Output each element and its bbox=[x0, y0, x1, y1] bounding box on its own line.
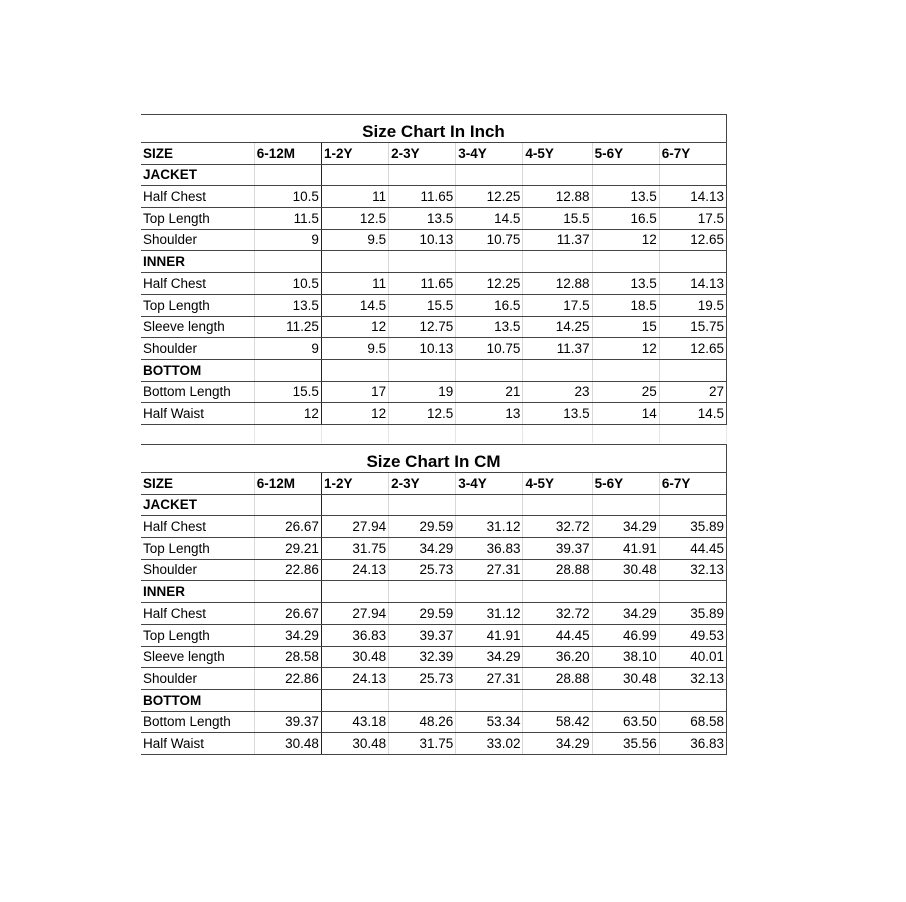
empty-cell bbox=[659, 164, 726, 186]
empty-cell bbox=[659, 251, 726, 273]
empty-cell bbox=[456, 581, 523, 603]
measurement-label: Sleeve length bbox=[141, 646, 254, 668]
empty-cell bbox=[456, 359, 523, 381]
section-row bbox=[141, 164, 727, 186]
measurement-cell: 9 bbox=[254, 338, 321, 360]
measurement-cell: 31.12 bbox=[456, 603, 523, 625]
empty-cell bbox=[523, 689, 592, 711]
measurement-cell: 11.25 bbox=[254, 316, 321, 338]
measurement-cell: 27.94 bbox=[321, 603, 388, 625]
measurement-cell: 10.5 bbox=[254, 186, 321, 208]
size-header: SIZE bbox=[141, 473, 254, 495]
measurement-cell: 15.5 bbox=[523, 208, 592, 230]
empty-cell bbox=[389, 164, 456, 186]
table-row bbox=[141, 538, 727, 560]
measurement-cell: 49.53 bbox=[659, 624, 726, 646]
empty-cell bbox=[592, 359, 659, 381]
measurement-cell: 41.91 bbox=[592, 538, 659, 560]
measurement-cell: 43.18 bbox=[321, 711, 388, 733]
table-row bbox=[141, 646, 727, 668]
size-column-header: 1-2Y bbox=[321, 473, 388, 495]
table-row bbox=[141, 603, 727, 625]
measurement-label: Half Chest bbox=[141, 603, 254, 625]
measurement-cell: 12.88 bbox=[523, 273, 592, 295]
empty-cell bbox=[254, 581, 321, 603]
size-column-header: 2-3Y bbox=[389, 473, 456, 495]
measurement-cell: 48.26 bbox=[389, 711, 456, 733]
header-row bbox=[141, 143, 727, 165]
measurement-cell: 32.39 bbox=[389, 646, 456, 668]
measurement-cell: 34.29 bbox=[389, 538, 456, 560]
measurement-cell: 36.20 bbox=[523, 646, 592, 668]
table-row bbox=[141, 273, 727, 295]
measurement-label: Shoulder bbox=[141, 668, 254, 690]
blank-cell bbox=[523, 424, 592, 443]
measurement-cell: 12.75 bbox=[389, 316, 456, 338]
empty-cell bbox=[592, 494, 659, 516]
measurement-cell: 27.31 bbox=[456, 668, 523, 690]
measurement-cell: 63.50 bbox=[592, 711, 659, 733]
empty-cell bbox=[659, 581, 726, 603]
measurement-cell: 12.65 bbox=[659, 338, 726, 360]
measurement-label: Top Length bbox=[141, 624, 254, 646]
blank-cell bbox=[659, 424, 726, 443]
empty-cell bbox=[456, 689, 523, 711]
measurement-cell: 32.72 bbox=[523, 516, 592, 538]
measurement-cell: 10.13 bbox=[389, 229, 456, 251]
empty-cell bbox=[321, 251, 388, 273]
measurement-cell: 28.88 bbox=[523, 668, 592, 690]
measurement-cell: 19 bbox=[389, 381, 456, 403]
measurement-cell: 24.13 bbox=[321, 559, 388, 581]
measurement-cell: 13.5 bbox=[592, 186, 659, 208]
table-row bbox=[141, 559, 727, 581]
measurement-label: Half Chest bbox=[141, 186, 254, 208]
blank-cell bbox=[141, 424, 254, 443]
measurement-label: Sleeve length bbox=[141, 316, 254, 338]
measurement-cell: 30.48 bbox=[592, 559, 659, 581]
measurement-cell: 10.75 bbox=[456, 338, 523, 360]
size-chart-cm bbox=[141, 444, 727, 755]
section-label: INNER bbox=[141, 251, 254, 273]
empty-cell bbox=[592, 251, 659, 273]
measurement-cell: 13.5 bbox=[592, 273, 659, 295]
measurement-cell: 12.65 bbox=[659, 229, 726, 251]
table-row bbox=[141, 668, 727, 690]
size-chart-cm-table bbox=[141, 444, 727, 755]
table-row bbox=[141, 294, 727, 316]
empty-cell bbox=[523, 581, 592, 603]
measurement-label: Half Waist bbox=[141, 733, 254, 755]
measurement-cell: 14.5 bbox=[321, 294, 388, 316]
empty-cell bbox=[254, 494, 321, 516]
measurement-cell: 27 bbox=[659, 381, 726, 403]
size-column-header: 2-3Y bbox=[389, 143, 456, 165]
measurement-cell: 36.83 bbox=[659, 733, 726, 755]
empty-cell bbox=[321, 164, 388, 186]
header-row bbox=[141, 473, 727, 495]
measurement-cell: 39.37 bbox=[389, 624, 456, 646]
measurement-cell: 11.37 bbox=[523, 229, 592, 251]
measurement-cell: 21 bbox=[456, 381, 523, 403]
empty-cell bbox=[321, 359, 388, 381]
measurement-cell: 16.5 bbox=[592, 208, 659, 230]
size-chart-inch-table bbox=[141, 114, 727, 443]
measurement-cell: 28.58 bbox=[254, 646, 321, 668]
size-column-header: 1-2Y bbox=[321, 143, 388, 165]
section-row bbox=[141, 359, 727, 381]
measurement-cell: 38.10 bbox=[592, 646, 659, 668]
measurement-cell: 68.58 bbox=[659, 711, 726, 733]
table-row bbox=[141, 186, 727, 208]
measurement-cell: 30.48 bbox=[592, 668, 659, 690]
size-column-header: 6-7Y bbox=[659, 473, 726, 495]
measurement-label: Shoulder bbox=[141, 559, 254, 581]
blank-row bbox=[141, 424, 727, 443]
empty-cell bbox=[456, 251, 523, 273]
size-column-header: 6-12M bbox=[254, 143, 321, 165]
section-row bbox=[141, 494, 727, 516]
size-column-header: 5-6Y bbox=[592, 143, 659, 165]
empty-cell bbox=[523, 251, 592, 273]
measurement-cell: 39.37 bbox=[254, 711, 321, 733]
section-row bbox=[141, 581, 727, 603]
empty-cell bbox=[523, 359, 592, 381]
measurement-cell: 36.83 bbox=[456, 538, 523, 560]
section-row bbox=[141, 251, 727, 273]
measurement-label: Half Chest bbox=[141, 273, 254, 295]
measurement-cell: 30.48 bbox=[254, 733, 321, 755]
measurement-cell: 12.5 bbox=[389, 403, 456, 425]
measurement-cell: 53.34 bbox=[456, 711, 523, 733]
empty-cell bbox=[254, 251, 321, 273]
measurement-cell: 26.67 bbox=[254, 516, 321, 538]
section-label: INNER bbox=[141, 581, 254, 603]
measurement-cell: 22.86 bbox=[254, 668, 321, 690]
measurement-cell: 25.73 bbox=[389, 668, 456, 690]
measurement-cell: 34.29 bbox=[523, 733, 592, 755]
measurement-cell: 12 bbox=[321, 316, 388, 338]
measurement-label: Half Waist bbox=[141, 403, 254, 425]
measurement-cell: 13.5 bbox=[456, 316, 523, 338]
measurement-cell: 11.37 bbox=[523, 338, 592, 360]
measurement-cell: 11.65 bbox=[389, 273, 456, 295]
size-column-header: 4-5Y bbox=[523, 143, 592, 165]
measurement-cell: 27.94 bbox=[321, 516, 388, 538]
measurement-cell: 11 bbox=[321, 273, 388, 295]
chart-title: Size Chart In CM bbox=[141, 445, 727, 473]
measurement-cell: 13.5 bbox=[254, 294, 321, 316]
empty-cell bbox=[254, 164, 321, 186]
measurement-cell: 34.29 bbox=[254, 624, 321, 646]
section-label: BOTTOM bbox=[141, 689, 254, 711]
measurement-cell: 44.45 bbox=[659, 538, 726, 560]
blank-cell bbox=[321, 424, 388, 443]
size-column-header: 4-5Y bbox=[523, 473, 592, 495]
measurement-cell: 16.5 bbox=[456, 294, 523, 316]
measurement-cell: 15.5 bbox=[389, 294, 456, 316]
measurement-cell: 19.5 bbox=[659, 294, 726, 316]
blank-cell bbox=[254, 424, 321, 443]
measurement-cell: 15.5 bbox=[254, 381, 321, 403]
measurement-cell: 34.29 bbox=[456, 646, 523, 668]
chart-title-row bbox=[141, 445, 727, 473]
chart-title-row bbox=[141, 115, 727, 143]
chart-title: Size Chart In Inch bbox=[141, 115, 727, 143]
measurement-label: Top Length bbox=[141, 294, 254, 316]
empty-cell bbox=[321, 581, 388, 603]
measurement-cell: 29.59 bbox=[389, 516, 456, 538]
measurement-cell: 15 bbox=[592, 316, 659, 338]
measurement-label: Top Length bbox=[141, 208, 254, 230]
section-label: JACKET bbox=[141, 164, 254, 186]
measurement-cell: 10.5 bbox=[254, 273, 321, 295]
measurement-cell: 32.72 bbox=[523, 603, 592, 625]
empty-cell bbox=[659, 359, 726, 381]
measurement-cell: 22.86 bbox=[254, 559, 321, 581]
measurement-cell: 12 bbox=[592, 229, 659, 251]
measurement-cell: 9 bbox=[254, 229, 321, 251]
measurement-cell: 18.5 bbox=[592, 294, 659, 316]
measurement-cell: 35.89 bbox=[659, 516, 726, 538]
empty-cell bbox=[659, 689, 726, 711]
measurement-cell: 12 bbox=[321, 403, 388, 425]
table-row bbox=[141, 338, 727, 360]
measurement-label: Bottom Length bbox=[141, 381, 254, 403]
measurement-cell: 31.12 bbox=[456, 516, 523, 538]
empty-cell bbox=[592, 581, 659, 603]
measurement-cell: 36.83 bbox=[321, 624, 388, 646]
section-label: JACKET bbox=[141, 494, 254, 516]
measurement-cell: 31.75 bbox=[389, 733, 456, 755]
measurement-cell: 17.5 bbox=[523, 294, 592, 316]
size-column-header: 6-7Y bbox=[659, 143, 726, 165]
empty-cell bbox=[523, 494, 592, 516]
empty-cell bbox=[389, 251, 456, 273]
size-column-header: 5-6Y bbox=[592, 473, 659, 495]
measurement-cell: 34.29 bbox=[592, 516, 659, 538]
measurement-label: Top Length bbox=[141, 538, 254, 560]
measurement-cell: 9.5 bbox=[321, 338, 388, 360]
measurement-cell: 23 bbox=[523, 381, 592, 403]
measurement-cell: 14.13 bbox=[659, 186, 726, 208]
empty-cell bbox=[254, 359, 321, 381]
measurement-cell: 12.25 bbox=[456, 186, 523, 208]
measurement-cell: 14.5 bbox=[456, 208, 523, 230]
measurement-cell: 13.5 bbox=[389, 208, 456, 230]
measurement-cell: 40.01 bbox=[659, 646, 726, 668]
size-chart-inch bbox=[141, 114, 727, 443]
measurement-cell: 25.73 bbox=[389, 559, 456, 581]
measurement-cell: 28.88 bbox=[523, 559, 592, 581]
table-row bbox=[141, 711, 727, 733]
measurement-cell: 12.88 bbox=[523, 186, 592, 208]
measurement-cell: 14 bbox=[592, 403, 659, 425]
measurement-cell: 26.67 bbox=[254, 603, 321, 625]
table-row bbox=[141, 229, 727, 251]
measurement-cell: 35.56 bbox=[592, 733, 659, 755]
measurement-cell: 31.75 bbox=[321, 538, 388, 560]
table-row bbox=[141, 733, 727, 755]
table-row bbox=[141, 208, 727, 230]
measurement-cell: 14.25 bbox=[523, 316, 592, 338]
measurement-cell: 30.48 bbox=[321, 646, 388, 668]
empty-cell bbox=[659, 494, 726, 516]
measurement-cell: 9.5 bbox=[321, 229, 388, 251]
measurement-cell: 24.13 bbox=[321, 668, 388, 690]
measurement-cell: 11.65 bbox=[389, 186, 456, 208]
measurement-label: Half Chest bbox=[141, 516, 254, 538]
table-row bbox=[141, 516, 727, 538]
measurement-cell: 25 bbox=[592, 381, 659, 403]
empty-cell bbox=[254, 689, 321, 711]
empty-cell bbox=[592, 689, 659, 711]
table-row bbox=[141, 316, 727, 338]
measurement-cell: 30.48 bbox=[321, 733, 388, 755]
measurement-cell: 27.31 bbox=[456, 559, 523, 581]
measurement-label: Shoulder bbox=[141, 229, 254, 251]
measurement-cell: 29.59 bbox=[389, 603, 456, 625]
measurement-cell: 58.42 bbox=[523, 711, 592, 733]
measurement-cell: 10.13 bbox=[389, 338, 456, 360]
measurement-cell: 14.5 bbox=[659, 403, 726, 425]
size-header: SIZE bbox=[141, 143, 254, 165]
size-column-header: 3-4Y bbox=[456, 143, 523, 165]
measurement-cell: 13.5 bbox=[523, 403, 592, 425]
measurement-cell: 11.5 bbox=[254, 208, 321, 230]
measurement-cell: 33.02 bbox=[456, 733, 523, 755]
measurement-cell: 12.25 bbox=[456, 273, 523, 295]
measurement-cell: 34.29 bbox=[592, 603, 659, 625]
table-row bbox=[141, 403, 727, 425]
measurement-cell: 17 bbox=[321, 381, 388, 403]
blank-cell bbox=[456, 424, 523, 443]
measurement-cell: 12 bbox=[254, 403, 321, 425]
empty-cell bbox=[592, 164, 659, 186]
section-row bbox=[141, 689, 727, 711]
blank-cell bbox=[592, 424, 659, 443]
measurement-cell: 41.91 bbox=[456, 624, 523, 646]
measurement-cell: 44.45 bbox=[523, 624, 592, 646]
empty-cell bbox=[523, 164, 592, 186]
measurement-cell: 29.21 bbox=[254, 538, 321, 560]
measurement-cell: 32.13 bbox=[659, 559, 726, 581]
measurement-cell: 10.75 bbox=[456, 229, 523, 251]
measurement-cell: 46.99 bbox=[592, 624, 659, 646]
blank-cell bbox=[389, 424, 456, 443]
measurement-cell: 11 bbox=[321, 186, 388, 208]
table-row bbox=[141, 381, 727, 403]
empty-cell bbox=[389, 581, 456, 603]
size-column-header: 3-4Y bbox=[456, 473, 523, 495]
measurement-label: Bottom Length bbox=[141, 711, 254, 733]
measurement-cell: 12 bbox=[592, 338, 659, 360]
measurement-cell: 39.37 bbox=[523, 538, 592, 560]
measurement-cell: 12.5 bbox=[321, 208, 388, 230]
size-column-header: 6-12M bbox=[254, 473, 321, 495]
empty-cell bbox=[456, 164, 523, 186]
empty-cell bbox=[389, 359, 456, 381]
empty-cell bbox=[389, 689, 456, 711]
measurement-cell: 15.75 bbox=[659, 316, 726, 338]
measurement-cell: 13 bbox=[456, 403, 523, 425]
measurement-cell: 14.13 bbox=[659, 273, 726, 295]
table-row bbox=[141, 624, 727, 646]
measurement-label: Shoulder bbox=[141, 338, 254, 360]
empty-cell bbox=[456, 494, 523, 516]
measurement-cell: 35.89 bbox=[659, 603, 726, 625]
empty-cell bbox=[389, 494, 456, 516]
measurement-cell: 17.5 bbox=[659, 208, 726, 230]
measurement-cell: 32.13 bbox=[659, 668, 726, 690]
empty-cell bbox=[321, 494, 388, 516]
empty-cell bbox=[321, 689, 388, 711]
section-label: BOTTOM bbox=[141, 359, 254, 381]
